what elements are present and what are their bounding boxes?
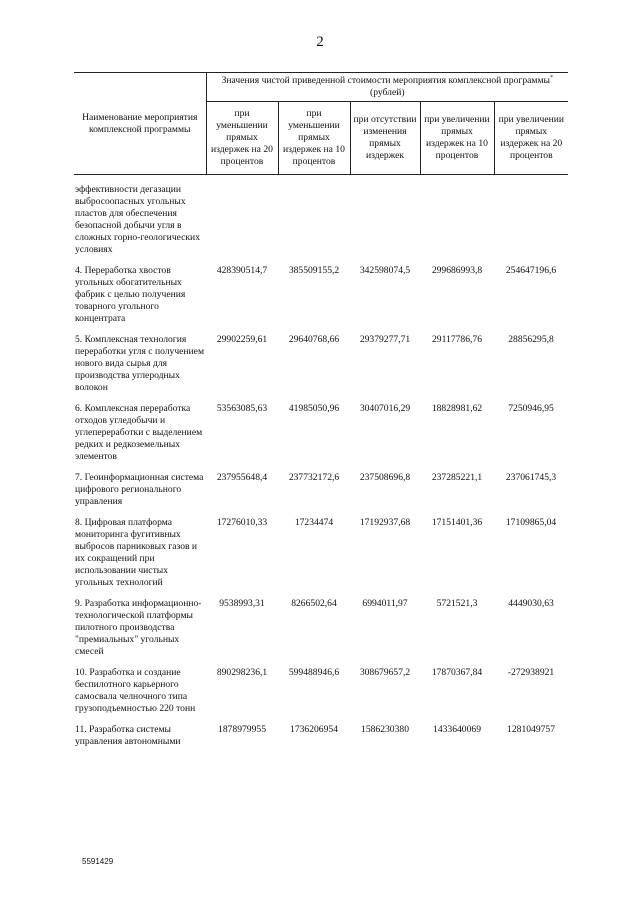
cell-value [206, 184, 278, 256]
cell-value: 6994011,97 [362, 598, 408, 609]
cell-value: 17151401,36 [431, 517, 483, 528]
column-header-no-change: при отсутствии изменения прямых издержек [350, 102, 420, 175]
cell-value: 342598074,5 [359, 265, 411, 276]
table-row [74, 184, 568, 256]
values-title-text: Значения чистой приведенной стоимости мероприятия комплексной программы [221, 75, 550, 86]
row-name: 10. Разработка и создание беспилотного карьерного самосвала челночного типа грузоподъемностью 220 тонн [75, 667, 196, 714]
cell-value: 17192937,68 [359, 517, 411, 528]
cell-value: 237061745,3 [505, 472, 557, 483]
cell-value: 29379277,71 [359, 334, 411, 345]
cell-value: 17870367,84 [431, 667, 483, 678]
table-row [74, 265, 568, 325]
cell-value: 41985050,96 [288, 403, 340, 414]
values-title-unit: (рублей) [370, 87, 405, 98]
cell-value: 29640768,66 [288, 334, 340, 345]
cell-value: 1281049757 [507, 724, 556, 735]
cell-value: 28856295,8 [508, 334, 554, 345]
document-code: 5591429 [82, 857, 114, 866]
cell-value: 17234474 [294, 517, 334, 528]
cell-value: 1586230380 [361, 724, 409, 735]
table-row [74, 403, 568, 463]
cell-value: 18828981,62 [431, 403, 483, 414]
cell-value: 890298236,1 [216, 667, 268, 678]
cell-value: 5721521,3 [436, 598, 478, 609]
cell-value: 237508696,8 [359, 472, 411, 483]
cell-value: 4449030,63 [508, 598, 554, 609]
cell-value: 8266502,64 [291, 598, 337, 609]
cell-value: 30407016,29 [359, 403, 411, 414]
cell-value [278, 184, 350, 256]
column-header-minus-10: при уменьшении прямых издержек на 10 процентов [278, 102, 350, 175]
cell-value: 237285221,1 [431, 472, 483, 483]
npv-table [74, 72, 568, 748]
cell-value: 9538993,31 [219, 598, 265, 609]
cell-value: 1736206954 [290, 724, 338, 735]
column-header-plus-20: при увеличении прямых издержек на 20 процентов [494, 102, 568, 175]
cell-value: 299686993,8 [431, 265, 483, 276]
cell-value: 29117786,76 [431, 334, 482, 345]
row-name: 5. Комплексная технология переработки угля с получением нового вида сырья для производства углеродных волокон [75, 334, 205, 393]
cell-value [350, 184, 420, 256]
footnote-mark: * [549, 74, 553, 81]
row-name: 8. Цифровая платформа мониторинга фугитивных выбросов парниковых газов и их сокращений при использовании чистых угольных технологий [75, 517, 198, 588]
row-name: 9. Разработка информационно-технологической платформы пилотного производства "премиальных" угольных смесей [75, 598, 202, 657]
cell-value: 53563085,63 [216, 403, 268, 414]
cell-value: 237955648,4 [216, 472, 268, 483]
cell-value: 1433640069 [433, 724, 481, 735]
table-row [74, 598, 568, 658]
cell-value: 237732172,6 [288, 472, 340, 483]
cell-value: 17276010,33 [216, 517, 268, 528]
table-row [74, 724, 568, 748]
column-header-plus-10: при увеличении прямых издержек на 10 процентов [420, 102, 494, 175]
row-name: 11. Разработка системы управления автономными [75, 724, 181, 747]
cell-value [494, 184, 568, 256]
table-row [74, 334, 568, 394]
header-row-top [74, 73, 568, 102]
cell-value: -272938921 [507, 667, 555, 678]
cell-value: 1878979955 [218, 724, 266, 735]
cell-value: 385509155,2 [288, 265, 340, 276]
cell-value: 29902259,61 [216, 334, 268, 345]
cell-value: 7250946,95 [508, 403, 554, 414]
row-name: 4. Переработка хвостов угольных обогатительных фабрик с целью получения товарного угольного концентрата [75, 265, 186, 324]
page-number: 2 [316, 34, 324, 50]
cell-value: 428390514,7 [216, 265, 268, 276]
row-name: 7. Геоинформационная система цифрового регионального управления [75, 472, 204, 507]
cell-value: 599488946,6 [288, 667, 340, 678]
column-header-minus-20: при уменьшении прямых издержек на 20 процентов [206, 102, 278, 175]
table-row [74, 472, 568, 508]
row-name: 6. Комплексная переработка отходов угледобычи и углепереработки с выделением редких и редкоземельных элементов [75, 403, 203, 462]
row-name: эффективности дегазации выбросоопасных угольных пластов для обеспечения безопасной добычи угля в сложных горно-геологических условиях [75, 184, 200, 255]
table-row [74, 667, 568, 715]
cell-value: 254647196,6 [505, 265, 557, 276]
table-row [74, 517, 568, 589]
cell-value: 308679657,2 [359, 667, 411, 678]
column-group-header [206, 73, 568, 102]
column-header-name: Наименование мероприятия комплексной программы [74, 73, 206, 175]
cell-value [420, 184, 494, 256]
cell-value: 17109865,04 [505, 517, 557, 528]
